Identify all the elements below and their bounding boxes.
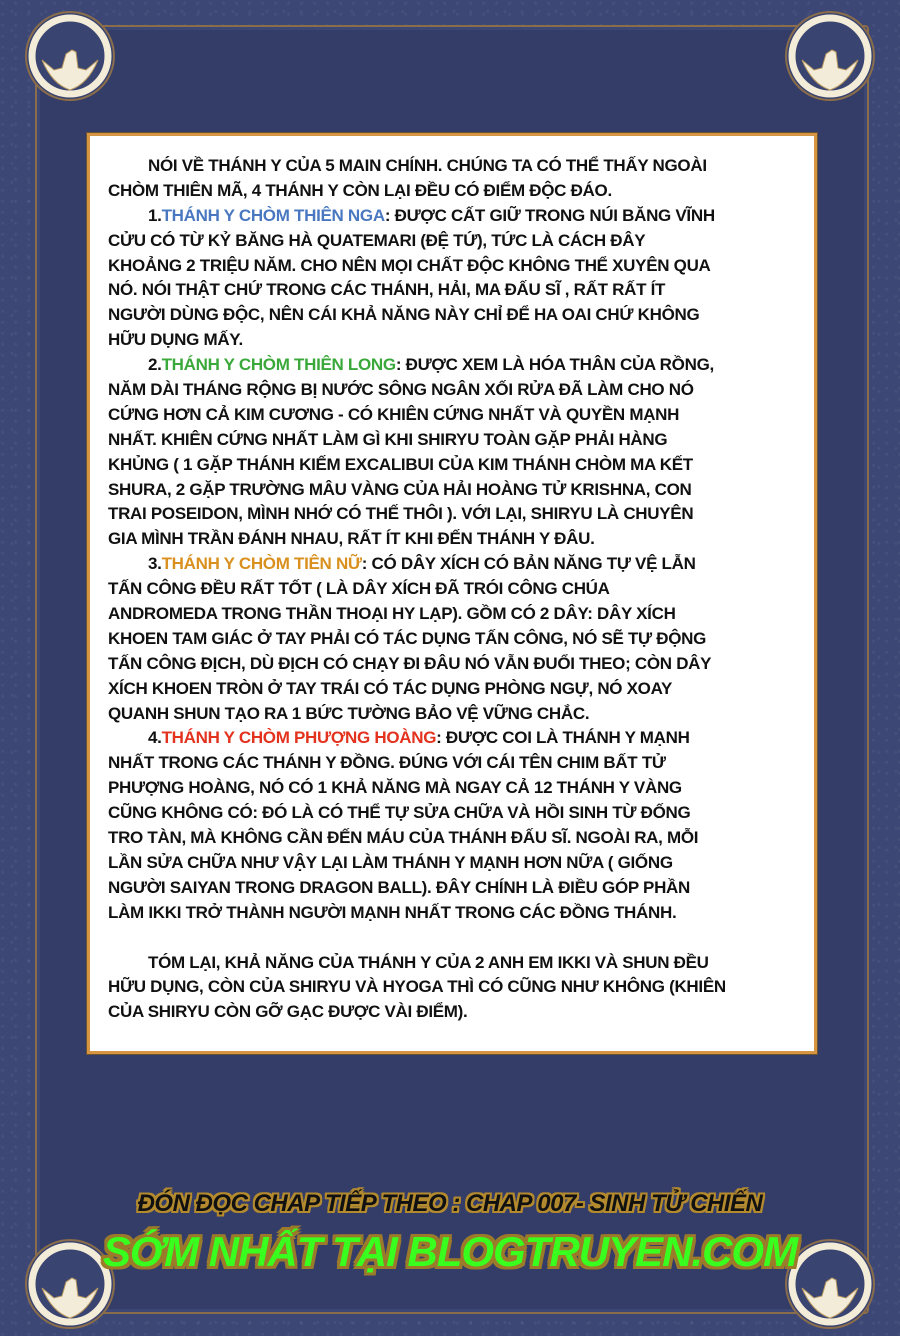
- text-line: [108, 154, 726, 179]
- text-line: [108, 179, 726, 204]
- text-line: [108, 552, 726, 577]
- text-segment: XÍCH KHOEN TRÒN Ở TAY TRÁI CÓ TÁC DỤNG PHÒNG NGỰ, NÓ XOAY: [108, 678, 673, 698]
- text-segment: NÓI VỀ THÁNH Y CỦA 5 MAIN CHÍNH. CHÚNG TA CÓ THỂ THẤY NGOÀI: [148, 156, 707, 175]
- text-segment: PHƯỢNG HOÀNG, NÓ CÓ 1 KHẢ NĂNG MÀ NGAY CẢ 12 THÁNH Y VÀNG: [108, 778, 682, 798]
- text-line: [108, 527, 726, 552]
- text-line: [108, 951, 726, 976]
- text-line: [108, 801, 726, 826]
- text-segment: QUANH SHUN TẠO RA 1 BỨC TƯỜNG BẢO VỆ VỮNG CHẮC.: [108, 703, 590, 723]
- text-segment: CỦA SHIRYU CÒN GỠ GẠC ĐƯỢC VÀI ĐIỂM).: [108, 1002, 468, 1022]
- text-line: [108, 652, 726, 677]
- next-chapter-banner: ĐÓN ĐỌC CHAP TIẾP THEO : CHAP 007- SINH TỬ CHIẾN: [137, 1190, 763, 1217]
- text-segment: NHẤT TRONG CÁC THÁNH Y ĐỒNG. ĐÚNG VỚI CÁI TÊN CHIM BẤT TỬ: [108, 753, 666, 773]
- text-line: [108, 303, 726, 328]
- text-segment: 2.: [148, 355, 162, 375]
- text-line: [108, 229, 726, 254]
- text-line: [108, 751, 726, 776]
- text-segment: LẦN SỬA CHỮA NHƯ VẬY LẠI LÀM THÁNH Y MẠNH HƠN NỮA ( GIỐNG: [108, 852, 673, 872]
- text-segment: HỮU DỤNG, CÒN CỦA SHIRYU VÀ HYOGA THÌ CÓ CŨNG NHƯ KHÔNG (KHIÊN: [108, 977, 726, 997]
- text-segment: NÓ. NÓI THẬT CHỨ TRONG CÁC THÁNH, HẢI, MA ĐẤU SĨ , RẤT RẤT ÍT: [108, 280, 666, 300]
- text-segment: LÀM IKKI TRỞ THÀNH NGƯỜI MẠNH NHẤT TRONG CÁC ĐỒNG THÁNH.: [108, 902, 677, 922]
- text-line: [108, 851, 726, 876]
- text-segment: : CÓ DÂY XÍCH CÓ BẢN NĂNG TỰ VỆ LẪN: [361, 554, 696, 574]
- text-segment: CỬU CÓ TỪ KỶ BĂNG HÀ QUATEMARI (ĐỆ TỨ), TỨC LÀ CÁCH ĐÂY: [108, 230, 646, 250]
- site-banner: SỚM NHẤT TẠI BLOGTRUYEN.COM: [102, 1228, 798, 1275]
- text-line: [108, 278, 726, 303]
- text-segment: NHẤT. KHIÊN CỨNG NHẤT LÀM GÌ KHI SHIRYU TOÀN GẶP PHẢI HÀNG: [108, 429, 668, 449]
- text-segment: CHÒM THIÊN MÃ, 4 THÁNH Y CÒN LẠI ĐỀU CÓ ĐIỂM ĐỘC ĐÁO.: [108, 180, 612, 200]
- text-segment: 4.: [148, 728, 162, 748]
- text-line: [108, 502, 726, 527]
- article-text: [108, 154, 726, 1025]
- text-segment: GIA MÌNH TRẦN ĐÁNH NHAU, RẤT ÍT KHI ĐẾN THÁNH Y ĐÂU.: [108, 529, 595, 549]
- text-segment: ANDROMEDA TRONG THẦN THOẠI HY LẠP). GỒM CÓ 2 DÂY: DÂY XÍCH: [108, 604, 676, 624]
- text-segment: TẤN CÔNG ĐỀU RẤT TỐT ( LÀ DÂY XÍCH ĐÃ TRÓI CÔNG CHÚA: [108, 579, 610, 599]
- text-segment: TRO TÀN, MÀ KHÔNG CẦN ĐẾN MÁU CỦA THÁNH ĐẤU SĨ. NGOÀI RA, MỖI: [108, 828, 699, 848]
- text-line: [108, 353, 726, 378]
- text-segment: CỨNG HƠN CẢ KIM CƯƠNG - CÓ KHIÊN CỨNG NHẤT VÀ QUYỀN MẠNH: [108, 404, 680, 424]
- phoenix-emblem-icon: [22, 8, 118, 104]
- text-line: [108, 776, 726, 801]
- text-segment: TẤN CÔNG ĐỊCH, DÙ ĐỊCH CÓ CHẠY ĐI ĐÂU NÓ VẪN ĐUỔI THEO; CÒN DÂY: [108, 653, 712, 673]
- text-line: [108, 328, 726, 353]
- text-line: [108, 204, 726, 229]
- text-line: [108, 478, 726, 503]
- section-heading: THÁNH Y CHÒM TIÊN NỮ: [161, 554, 362, 574]
- text-segment: 3.: [148, 554, 162, 574]
- text-line: [108, 726, 726, 751]
- text-line: [108, 378, 726, 403]
- text-line: [108, 826, 726, 851]
- text-segment: KHỦNG ( 1 GẶP THÁNH KIẾM EXCALIBUI CỦA KIM THÁNH CHÒM MA KẾT: [108, 454, 693, 474]
- text-segment: : ĐƯỢC CẤT GIỮ TRONG NÚI BĂNG VĨNH: [384, 205, 715, 225]
- text-line: [108, 403, 726, 428]
- text-line: [108, 602, 726, 627]
- text-segment: NĂM DÀI THÁNG RỘNG BỊ NƯỚC SÔNG NGÂN XỐI RỬA ĐÃ LÀM CHO NÓ: [108, 380, 694, 400]
- text-line: [108, 901, 726, 926]
- phoenix-emblem-icon: [782, 8, 878, 104]
- text-line: [108, 702, 726, 727]
- text-line: [108, 577, 726, 602]
- text-segment: TÓM LẠI, KHẢ NĂNG CỦA THÁNH Y CỦA 2 ANH EM IKKI VÀ SHUN ĐỀU: [148, 952, 709, 972]
- text-segment: SHURA, 2 GẶP TRƯỜNG MÂU VÀNG CỦA HẢI HOÀNG TỬ KRISHNA, CON: [108, 479, 692, 499]
- text-segment: NGƯỜI SAIYAN TRONG DRAGON BALL). ĐÂY CHÍNH LÀ ĐIỀU GÓP PHẦN: [108, 877, 691, 897]
- text-segment: KHOEN TAM GIÁC Ở TAY PHẢI CÓ TÁC DỤNG TẤN CÔNG, NÓ SẼ TỰ ĐỘNG: [108, 628, 707, 648]
- text-segment: HỮU DỤNG MẤY.: [108, 330, 243, 350]
- article-card: [87, 133, 817, 1054]
- text-line: [108, 677, 726, 702]
- text-segment: : ĐƯỢC XEM LÀ HÓA THÂN CỦA RỒNG,: [395, 355, 714, 375]
- text-line: [108, 1000, 726, 1025]
- section-heading: THÁNH Y CHÒM THIÊN LONG: [161, 355, 396, 375]
- text-line: [108, 926, 726, 951]
- text-segment: : ĐƯỢC COI LÀ THÁNH Y MẠNH: [436, 728, 690, 748]
- text-line: [108, 876, 726, 901]
- text-segment: CŨNG KHÔNG CÓ: ĐÓ LÀ CÓ THỂ TỰ SỬA CHỮA VÀ HỒI SINH TỪ ĐỐNG: [108, 803, 691, 823]
- text-segment: TRAI POSEIDON, MÌNH NHỚ CÓ THẾ THÔI ). VỚI LẠI, SHIRYU LÀ CHUYÊN: [108, 504, 694, 524]
- text-line: [108, 975, 726, 1000]
- text-segment: KHOẢNG 2 TRIỆU NĂM. CHO NÊN MỌI CHẤT ĐỘC KHÔNG THỂ XUYÊN QUA: [108, 255, 711, 275]
- section-heading: THÁNH Y CHÒM THIÊN NGA: [161, 205, 385, 225]
- text-segment: 1.: [148, 205, 162, 225]
- text-line: [108, 428, 726, 453]
- text-line: [108, 627, 726, 652]
- text-line: [108, 254, 726, 279]
- section-heading: THÁNH Y CHÒM PHƯỢNG HOÀNG: [161, 728, 437, 748]
- text-line: [108, 453, 726, 478]
- text-segment: NGƯỜI DÙNG ĐỘC, NÊN CÁI KHẢ NĂNG NÀY CHỈ ĐỂ HA OAI CHỨ KHÔNG: [108, 305, 700, 325]
